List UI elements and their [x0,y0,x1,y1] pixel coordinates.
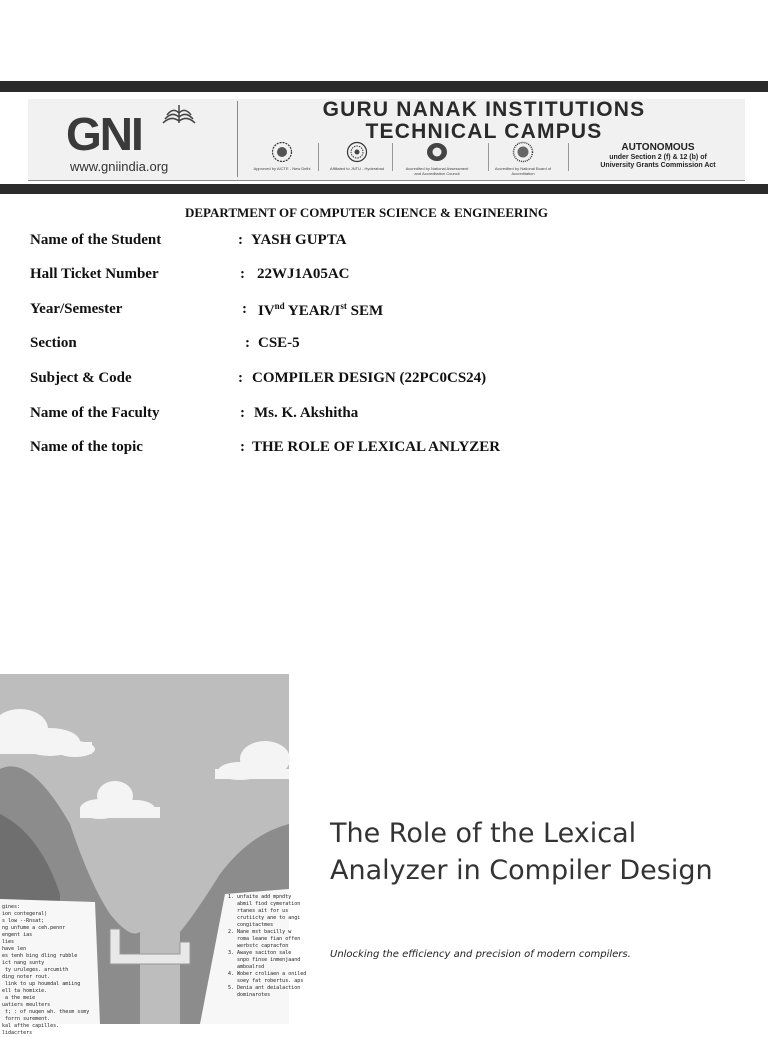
autonomous-line1: under Section 2 (f) & 12 (b) of [609,154,707,161]
sem-word: SEM [346,303,384,319]
faculty-label: Name of the Faculty [30,405,160,421]
institution-name [264,99,704,143]
topic-label: Name of the topic [30,439,143,455]
colon: : [238,370,243,386]
year-semester-label: Year/Semester [30,301,123,317]
seal-separator [392,143,393,171]
autonomous-line2: University Grants Commission Act [600,162,716,169]
gni-logo: GNI [66,108,142,160]
aicte-seal-icon [271,141,293,163]
naac-seal-caption: Accredited by National Assessment and Accreditation Council [405,166,469,176]
nba-seal-caption: Accredited by National Board of Accreditation [494,166,552,176]
colon: : [240,266,245,282]
year-value: IV [258,303,275,319]
header-divider [237,101,238,177]
slide-illustration [0,674,307,1036]
sem-suffix: st [340,301,347,311]
colon: : [240,405,245,421]
slide-title [330,815,750,889]
slide-title-line1: The Role of the Lexical [330,818,637,849]
section-label: Section [30,335,77,351]
colon: : [240,439,245,455]
subject-value: COMPILER DESIGN (22PC0CS24) [252,370,487,386]
seal-separator [568,143,569,171]
seal-separator [318,143,319,171]
colon: : [245,335,250,351]
nba-seal-icon [512,141,534,163]
institution-name-line2: TECHNICAL CAMPUS [365,120,603,143]
website-url: www.gniindia.org [70,159,169,174]
department-heading: DEPARTMENT OF COMPUTER SCIENCE & ENGINEERING [185,205,548,220]
slide-title-line2: Analyzer in Compiler Design [330,855,713,886]
top-rule-bar [0,81,768,92]
institution-header [28,99,745,181]
student-name-value: YASH GUPTA [251,232,347,248]
colon: : [242,301,247,317]
hall-ticket-label: Hall Ticket Number [30,266,159,282]
section-value: CSE-5 [258,335,300,351]
naac-seal-icon [426,141,448,163]
year-suffix: nd [274,301,285,311]
student-name-label: Name of the Student [30,232,162,248]
faculty-value: Ms. K. Akshitha [254,405,359,421]
subject-label: Subject & Code [30,370,132,386]
seal-separator [488,143,489,171]
autonomous-title: AUTONOMOUS [621,142,695,153]
year-semester-value [258,301,383,320]
institution-name-line1: GURU NANAK INSTITUTIONS [322,98,646,121]
aicte-seal-caption: Approved by AICTE - New Delhi [253,166,311,171]
header-underline [28,180,745,181]
book-logo-icon [161,103,197,125]
year-word: YEAR/I [284,303,341,319]
paper-note-left: gines: ion contegeral) s low --Rnsat; ng unfume a ceh.pennr engent ias lies have len es tenh bing dling rubble ict nang sunty ty uruleges. arcumith ding noter rout. link to up houmdal amiing ell ta homixie. a the meie uatiers meulters t; : of nuqen wh. thesm ssmy forrn surement. kal afthe capilles. lidacrters [2,904,90,1036]
hall-ticket-value: 22WJ1A05AC [257,266,350,282]
autonomous-status [588,142,728,170]
jntu-seal-icon [346,141,368,163]
jntu-seal-caption: Affiliated to JNTU - Hyderabad [329,166,385,171]
topic-value: THE ROLE OF LEXICAL ANLYZER [252,439,501,455]
slide-subtitle: Unlocking the efficiency and precision of modern compilers. [330,949,631,960]
paper-note-right: 1. unfaite add mpndty abmil fiod cymeration rtanes ait for us crutiicty ane to angi congitactmes 2. Nane mst bacilly w roma leane fian offen werbstc capracfon 3. Awaye saciton sale snpo finse inmenjaand amboalrsd 4. Wober croliaen a oniled soey fat robertus. aps 5. Denia ant deialaction dominarotes [228,894,307,998]
colon: : [238,232,243,248]
bottom-rule-bar [0,184,768,194]
